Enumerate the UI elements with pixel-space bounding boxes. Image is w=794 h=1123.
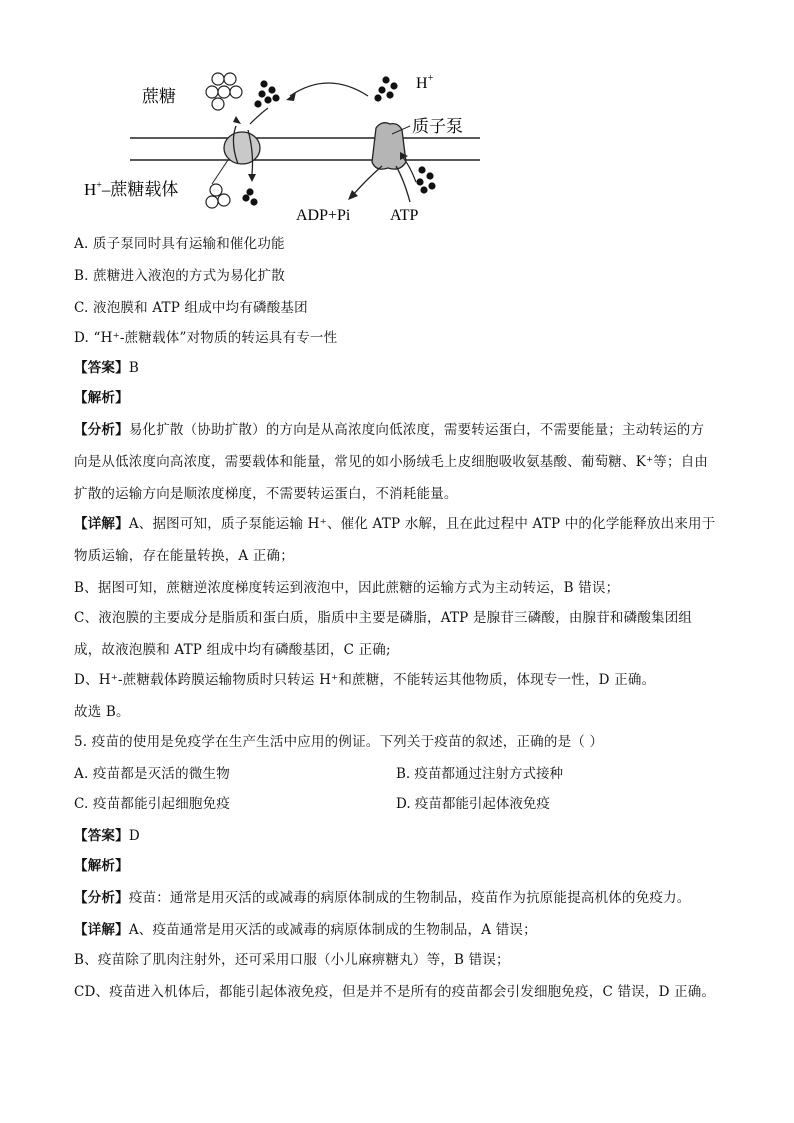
fenxi-text: 易化扩散（协助扩散）的方向是从高浓度向低浓度，需要转运蛋白，不需要能量；主动转运的方 (128, 422, 705, 438)
sucrose-molecules-top (206, 73, 242, 110)
proton-dots-carrier-bottom (242, 188, 257, 205)
q4-xiangjie-line-2: 物质运输，存在能量转换，A 正确； (74, 548, 294, 564)
label-proton: H+ (416, 73, 434, 92)
q5-analysis-heading (74, 856, 724, 876)
q4-analysis-heading (74, 388, 724, 408)
q5-stem: 5. 疫苗的使用是免疫学在生产生活中应用的例证。下列关于疫苗的叙述，正确的是（ ） (74, 734, 604, 750)
q4-option-a: A. 质子泵同时具有运输和催化功能 (74, 236, 285, 252)
fenxi-tag: 【分析】 (74, 422, 129, 438)
q5-xiangjie-line-3: CD、疫苗进入机体后，都能引起体液免疫，但是并不是所有的疫苗都会引发细胞免疫，C 错误，D 正确。 (74, 984, 716, 1000)
atp-binding-arrow (396, 166, 410, 202)
q4-xiangjie-line-3: B、据图可知，蔗糖逆浓度梯度转运到液泡中，因此蔗糖的运输方式为主动转运，B 错误； (74, 580, 620, 596)
analysis-tag: 【解析】 (74, 390, 129, 406)
xiangjie-text: A、据图可知，质子泵能运输 H⁺、催化 ATP 水解，且在此过程中 ATP 中的化学能释放出来用于 (128, 516, 716, 532)
label-sucrose: 蔗糖 (142, 87, 176, 106)
membrane-transport-figure (84, 62, 500, 232)
q5-answer-value: D (128, 828, 140, 844)
answer-tag: 【答案】 (74, 360, 129, 376)
label-carrier: H+–蔗糖载体 (84, 180, 179, 199)
proton-dots-pump-top (374, 76, 397, 101)
arrowhead-proton-out (248, 174, 256, 182)
q4-xiangjie-line-1 (74, 514, 724, 534)
q4-fenxi-line-3: 扩散的运输方向是顺浓度梯度，不需要转运蛋白，不消耗能量。 (74, 486, 458, 502)
label-atp: ATP (390, 207, 419, 224)
q4-answer-line (74, 358, 724, 378)
q4-answer-value: B (128, 360, 139, 376)
proton-dots-pump-bottom (416, 166, 435, 193)
xiangjie-tag: 【详解】 (74, 922, 129, 938)
q4-xiangjie-line-5: 成，故液泡膜和 ATP 组成中均有磷酸基团，C 正确; (74, 642, 391, 658)
label-proton-pump: 质子泵 (412, 117, 463, 136)
adp-release-arrow (352, 166, 382, 196)
q5-answer-line (74, 826, 724, 846)
q4-xiangjie-line-4: C、液泡膜的主要成分是脂质和蛋白质，脂质中主要是磷脂，ATP 是腺苷三磷酸，由腺苷和磷酸集团组 (74, 610, 693, 626)
arrowhead-proton-transfer (286, 92, 296, 101)
proton-transfer-arrow (290, 83, 368, 96)
sucrose-molecules-bottom (206, 184, 230, 208)
analysis-tag: 【解析】 (74, 858, 129, 874)
membrane-diagram (84, 62, 500, 232)
q5-option-b: B. 疫苗都通过注射方式接种 (396, 766, 564, 782)
arrowhead-sucrose-in (233, 116, 241, 124)
answer-tag: 【答案】 (74, 828, 129, 844)
q4-fenxi-line-1 (74, 420, 724, 440)
fenxi-tag: 【分析】 (74, 890, 129, 906)
xiangjie-tag: 【详解】 (74, 516, 129, 532)
q5-xiangjie-line-2: B、疫苗除了肌肉注射外，还可采用口服（小儿麻痹糖丸）等，B 错误； (74, 952, 510, 968)
proton-entry-arrow (250, 108, 268, 124)
proton-dots-carrier-top (254, 80, 279, 107)
q5-option-c: C. 疫苗都能引起细胞免疫 (74, 796, 231, 812)
label-adp-pi: ADP+Pi (296, 207, 351, 224)
xiangjie-text: A、疫苗通常是用灭活的或减毒的病原体制成的生物制品，A 错误； (128, 922, 537, 938)
q5-option-a: A. 疫苗都是灭活的微生物 (74, 766, 230, 782)
q4-xiangjie-line-7: 故选 B。 (74, 704, 130, 720)
q5-fenxi-line (74, 888, 724, 908)
fenxi-text: 疫苗：通常是用灭活的或减毒的病原体制成的生物制品，疫苗作为抗原能提高机体的免疫力。 (128, 890, 691, 906)
carrier-label-leader (212, 160, 228, 184)
q5-xiangjie-line-1 (74, 920, 724, 940)
q4-fenxi-line-2: 向是从低浓度向高浓度，需要载体和能量，常见的如小肠绒毛上皮细胞吸收氨基酸、葡萄糖、K⁺等；自由 (74, 454, 709, 470)
q5-option-d: D. 疫苗都能引起体液免疫 (396, 796, 550, 812)
q4-option-b: B. 蔗糖进入液泡的方式为易化扩散 (74, 268, 285, 284)
q4-xiangjie-line-6: D、H⁺-蔗糖载体跨膜运输物质时只转运 H⁺和蔗糖，不能转运其他物质，体现专一性，D 正确。 (74, 672, 656, 688)
q4-option-c: C. 液泡膜和 ATP 组成中均有磷酸基团 (74, 300, 308, 316)
q4-option-d: D. “H⁺-蔗糖载体”对物质的转运具有专一性 (74, 330, 338, 346)
sucrose-carrier-protein (224, 132, 260, 164)
